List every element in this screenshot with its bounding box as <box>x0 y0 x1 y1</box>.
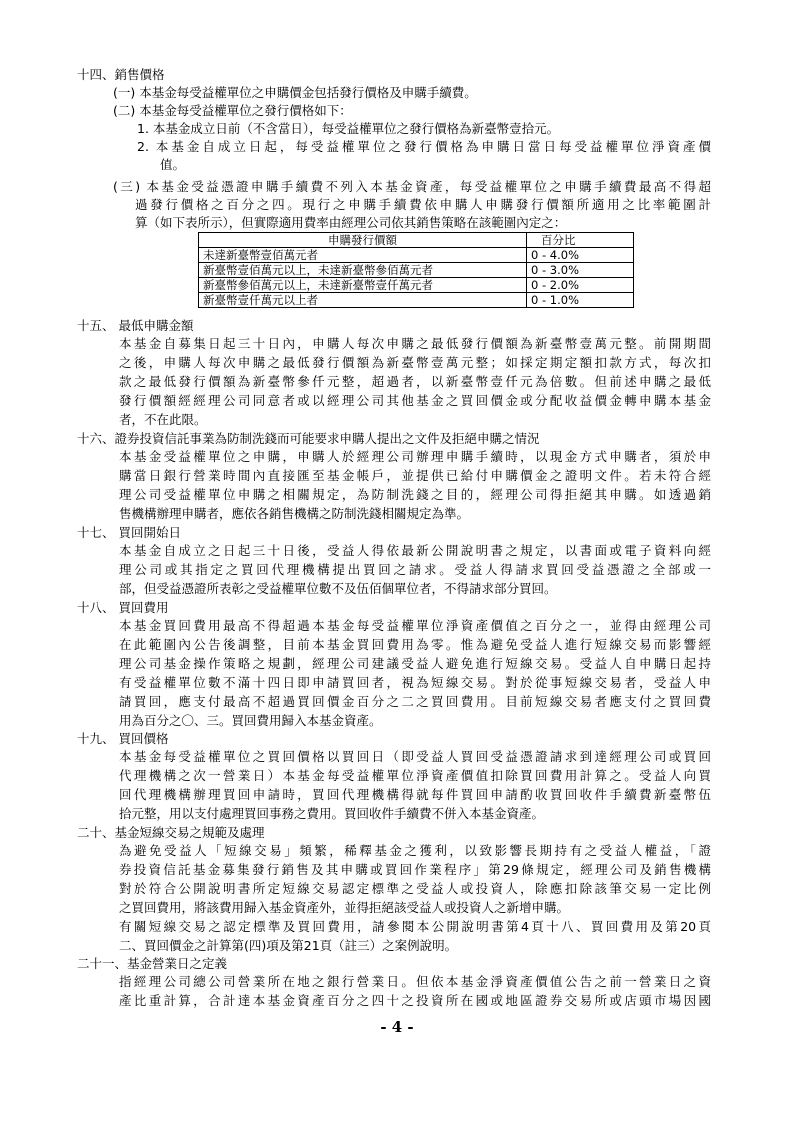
section-20-line: 券投資信託基金募集發行銷售及其申購或買回作業程序」第29條規定，經理公司及銷售機構 <box>119 862 711 877</box>
fee-table-header-amount: 申購發行價額 <box>199 233 527 248</box>
section-20-line: 二、買回價金之計算第(四)項及第21頁（註三）之案例說明。 <box>119 938 458 953</box>
section-17-heading: 十七、 買回開始日 <box>77 525 181 540</box>
section-16-line: 本基金受益權單位之申購，申購人於經理公司辦理申購手續時，以現金方式申購者，須於申 <box>119 449 711 464</box>
page-number: - 4 - <box>380 1018 414 1036</box>
section-14-item-1: 1. 本基金成立日前（不含當日），每受益權單位之發行價格為新臺幣壹拾元。 <box>137 121 560 136</box>
section-16-line: 理公司受益權單位申購之相關規定，為防制洗錢之目的，經理公司得拒絕其申購。如透過銷 <box>119 487 711 502</box>
section-17-line: 部，但受益憑證所表彰之受益權單位數不及伍佰個單位者，不得請求部分買回。 <box>119 581 557 596</box>
section-18-line: 本基金買回費用最高不得超過本基金每受益權單位淨資產價值之百分之一，並得由經理公司 <box>119 618 711 633</box>
section-20-line: 為避免受益人「短線交易」頻繁，稀釋基金之獲利，以致影響長期持有之受益人權益，「證 <box>119 843 711 858</box>
section-17-line: 理公司或其指定之買回代理機構提出買回之請求。受益人得請求買回受益憑證之全部或一 <box>119 562 711 577</box>
section-20-line: 之買回費用，將該費用歸入基金資產外，並得拒絕該受益人或投資人之新增申購。 <box>119 900 570 915</box>
section-19-line: 回代理機構辦理買回申請時，買回代理機構得就每件買回申請酌收買回收件手續費新臺幣伍 <box>119 787 711 802</box>
section-21-line: 指經理公司總公司營業所在地之銀行營業日。但依本基金淨資產價值公告之前一營業日之資 <box>119 974 711 989</box>
section-20-line: 有關短線交易之認定標準及買回費用，請參閱本公開說明書第4頁十八、買回費用及第20頁 <box>119 919 711 934</box>
section-19-line: 拾元整，用以支付處理買回事務之費用。買回收件手續費不併入本基金資產。 <box>119 806 545 821</box>
fee-table-amount-cell: 新臺幣壹佰萬元以上，未達新臺幣參佰萬元者 <box>199 263 527 278</box>
section-16-heading: 十六、證券投資信託事業為防制洗錢而可能要求申購人提出之文件及拒絕申購之情況 <box>77 431 540 446</box>
fee-table-amount-cell: 未達新臺幣壹佰萬元者 <box>199 248 527 263</box>
section-14-item-2-cont: 值。 <box>160 157 186 172</box>
section-14-item-2: 2. 本基金自成立日起，每受益權單位之發行價格為申購日當日每受益權單位淨資產價 <box>137 139 711 154</box>
section-21-line: 產比重計算，合計達本基金資產百分之四十之投資所在國或地區證券交易所或店頭市場因國 <box>119 993 711 1008</box>
table-row <box>199 248 634 263</box>
section-18-heading: 十八、 買回費用 <box>77 600 169 615</box>
fee-table-percent-cell: 0 - 1.0% <box>527 293 634 308</box>
section-15-heading: 十五、 最低申購金額 <box>77 318 194 333</box>
section-14-para-3-line-3: 算（如下表所示），但實際適用費率由經理公司依其銷售策略在該範圍內定之： <box>135 215 567 230</box>
fee-table-percent-cell: 0 - 4.0% <box>527 248 634 263</box>
section-20-heading: 二十、基金短線交易之規範及處理 <box>77 825 265 840</box>
fee-table-header-row <box>199 233 634 248</box>
table-row <box>199 293 634 308</box>
section-19-line: 代理機構之次一營業日）本基金每受益權單位淨資產價值扣除買回費用計算之。受益人向買 <box>119 768 711 783</box>
section-15-line: 發行價額經經理公司同意者或以經理公司其他基金之買回價金或分配收益價金轉申購本基金 <box>119 393 711 408</box>
table-row <box>199 263 634 278</box>
section-15-line: 之後，申購人每次申購之最低發行價額為新臺幣壹萬元整；如採定期定額扣款方式，每次扣 <box>119 355 711 370</box>
fee-table-amount-cell: 新臺幣參佰萬元以上，未達新臺幣壹仟萬元者 <box>199 278 527 293</box>
table-row <box>199 278 634 293</box>
fee-rate-table <box>198 232 634 308</box>
section-14-para-3: (三) 本基金受益憑證申購手續費不列入本基金資產，每受益權單位之申購手續費最高不得超 <box>113 179 711 194</box>
section-14-para-1: (一) 本基金每受益權單位之申購價金包括發行價格及申購手續費。 <box>113 85 477 100</box>
section-14-para-2: (二) 本基金每受益權單位之發行價格如下： <box>113 103 352 118</box>
section-18-line: 用為百分之〇、三。買回費用歸入本基金資產。 <box>119 713 382 728</box>
fee-table-percent-cell: 0 - 3.0% <box>527 263 634 278</box>
fee-table-header-percent: 百分比 <box>527 233 634 248</box>
section-19-line: 本基金每受益權單位之買回價格以買回日（即受益人買回受益憑證請求到達經理公司或買回 <box>119 749 711 764</box>
section-18-line: 在此範圍內公告後調整，目前本基金買回費用為零。惟為避免受益人進行短線交易而影響經 <box>119 637 711 652</box>
section-15-line: 者，不在此限。 <box>119 412 207 427</box>
section-15-line: 款之最低發行價額為新臺幣參仟元整，超過者，以新臺幣壹仟元為倍數。但前述申購之最低 <box>119 374 711 389</box>
section-20-line: 對於符合公開說明書所定短線交易認定標準之受益人或投資人，除應扣除該筆交易一定比例 <box>119 881 711 896</box>
section-18-line: 理公司基金操作策略之規劃，經理公司建議受益人避免進行短線交易。受益人自申購日起持 <box>119 656 711 671</box>
section-16-line: 售機構辦理申購者，應依各銷售機構之防制洗錢相關規定為準。 <box>119 506 470 521</box>
section-18-line: 有受益權單位數不滿十四日即申請買回者，視為短線交易。對於從事短線交易者，受益人申 <box>119 675 711 690</box>
section-17-line: 本基金自成立之日起三十日後，受益人得依最新公開說明書之規定，以書面或電子資料向經 <box>119 543 711 558</box>
section-16-line: 購當日銀行營業時間內直接匯至基金帳戶，並提供已給付申購價金之證明文件。若未符合經 <box>119 468 711 483</box>
section-15-line: 本基金自募集日起三十日內，申購人每次申購之最低發行價額為新臺幣壹萬元整。前開期間 <box>119 336 711 351</box>
section-18-line: 請買回，應支付最高不超過買回價金百分之二之買回費用。目前短線交易者應支付之買回費 <box>119 694 711 709</box>
section-21-heading: 二十一、基金營業日之定義 <box>77 956 228 971</box>
section-14-heading: 十四、銷售價格 <box>77 67 165 82</box>
fee-table-percent-cell: 0 - 2.0% <box>527 278 634 293</box>
fee-table-amount-cell: 新臺幣壹仟萬元以上者 <box>199 293 527 308</box>
section-19-heading: 十九、 買回價格 <box>77 731 169 746</box>
section-14-para-3-line-2: 過發行價格之百分之四。現行之申購手續費依申購人申購發行價額所適用之比率範圍計 <box>135 197 711 212</box>
